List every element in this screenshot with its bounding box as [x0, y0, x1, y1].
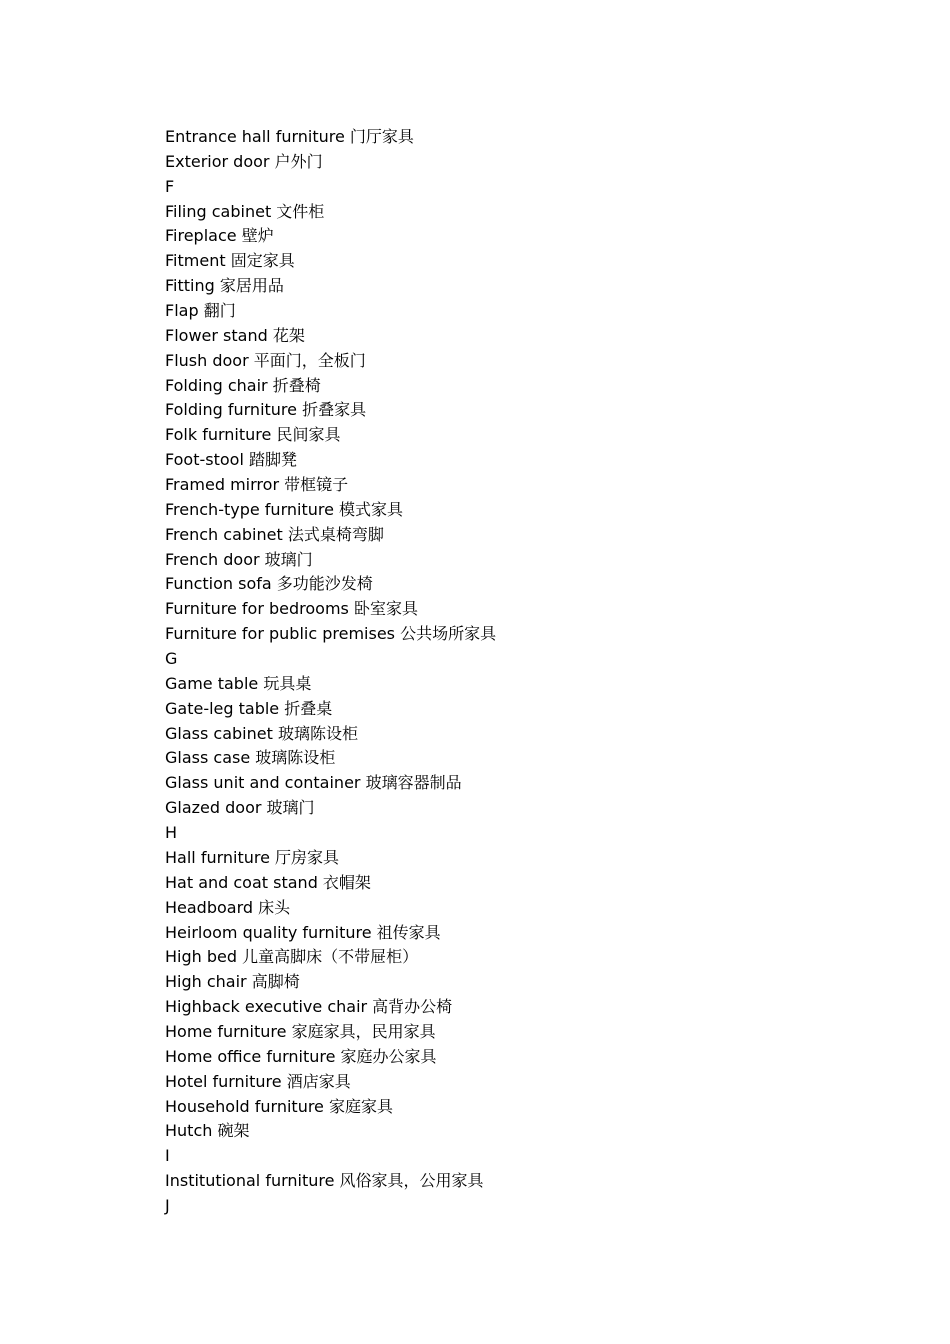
glossary-entry: Furniture for public premises 公共场所家具: [165, 624, 497, 644]
glossary-entry: Hutch 碗架: [165, 1121, 250, 1141]
glossary-entry: French door 玻璃门: [165, 549, 313, 569]
glossary-entry: Home furniture 家庭家具，民用家具: [165, 1021, 436, 1041]
glossary-entry: Entrance hall furniture 门厅家具: [165, 127, 414, 146]
glossary-entry: Furniture for bedrooms 卧室家具: [165, 599, 418, 619]
glossary-entry: Fireplace 壁炉: [165, 226, 274, 246]
glossary-entry: Glass cabinet 玻璃陈设柜: [165, 723, 358, 743]
glossary-entry: Household furniture 家庭家具: [165, 1096, 393, 1116]
glossary-entry: Folk furniture 民间家具: [165, 425, 341, 445]
glossary-entry: Glazed door 玻璃门: [165, 798, 315, 818]
glossary-entry: Hat and coat stand 衣帽架: [165, 872, 371, 892]
section-letter-heading: F: [165, 176, 175, 196]
glossary-entry: Glass case 玻璃陈设柜: [165, 748, 336, 768]
glossary-entry: Glass unit and container 玻璃容器制品: [165, 773, 462, 793]
glossary-entry: Game table 玩具桌: [165, 673, 312, 693]
glossary-entry: French-type furniture 模式家具: [165, 499, 404, 519]
glossary-entry: Foot-stool 踏脚凳: [165, 450, 297, 470]
glossary-entry: Flush door 平面门，全板门: [165, 350, 366, 370]
section-letter-heading: J: [165, 1195, 170, 1215]
glossary-list: [165, 125, 496, 1219]
glossary-entry: High chair 高脚椅: [165, 972, 300, 992]
glossary-entry: Hall furniture 厅房家具: [165, 847, 340, 867]
glossary-entry: Home office furniture 家庭办公家具: [165, 1046, 437, 1066]
glossary-entry: French cabinet 法式桌椅弯脚: [165, 524, 384, 544]
section-letter-heading: H: [165, 823, 178, 843]
glossary-entry: Institutional furniture 风俗家具，公用家具: [165, 1171, 484, 1191]
glossary-entry: High bed 儿童高脚床（不带屉柜）: [165, 947, 419, 967]
glossary-entry: Exterior door 户外门: [165, 151, 323, 171]
section-letter-heading: G: [165, 649, 178, 669]
glossary-entry: Gate-leg table 折叠桌: [165, 698, 333, 718]
glossary-entry: Fitment 固定家具: [165, 251, 295, 271]
glossary-entry: Function sofa 多功能沙发椅: [165, 574, 373, 594]
section-letter-heading: I: [165, 1146, 170, 1166]
glossary-entry: Fitting 家居用品: [165, 276, 284, 296]
glossary-entry: Filing cabinet 文件柜: [165, 201, 325, 221]
glossary-entry: Flap 翻门: [165, 301, 236, 321]
glossary-entry: Headboard 床头: [165, 897, 291, 917]
glossary-entry: Folding chair 折叠椅: [165, 375, 321, 395]
glossary-entry: Flower stand 花架: [165, 325, 305, 345]
glossary-entry: Framed mirror 带框镜子: [165, 475, 349, 495]
glossary-entry: Heirloom quality furniture 祖传家具: [165, 922, 441, 942]
glossary-entry: Highback executive chair 高背办公椅: [165, 997, 453, 1017]
glossary-entry: Folding furniture 折叠家具: [165, 400, 367, 420]
glossary-entry: Hotel furniture 酒店家具: [165, 1071, 351, 1091]
